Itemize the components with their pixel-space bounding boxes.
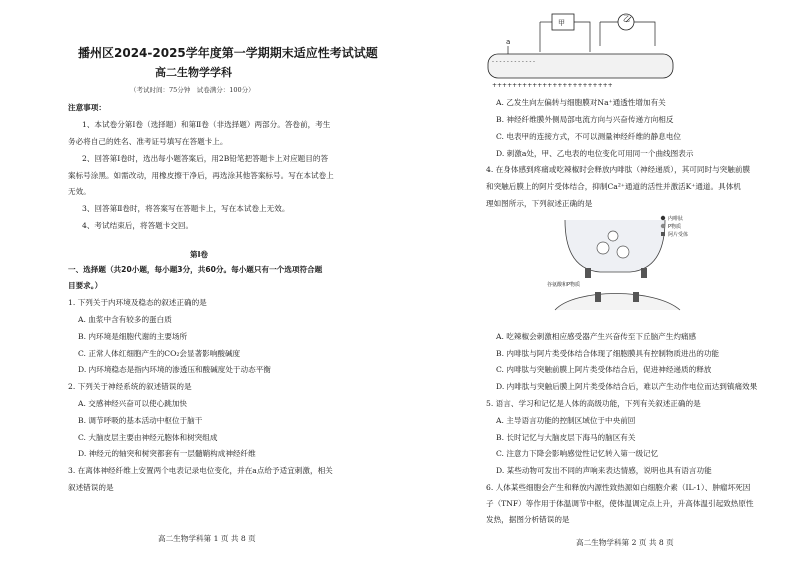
page-footer: 高二生物学科第 1 页 共 8 页 [158, 534, 256, 543]
q5-option: D. 某些动物可发出不同的声响来表达情感，说明也具有语言功能 [496, 466, 712, 475]
synapse-diagram [545, 210, 705, 322]
q4-stem: 理如图所示，下列叙述正确的是 [486, 199, 593, 208]
notice-line: 无效。 [68, 187, 91, 196]
notice-line: 务必将自己的姓名、准考证号填写在答题卡上。 [68, 137, 228, 146]
section-intro: 目要求。） [68, 281, 103, 290]
receptor-icon [595, 292, 601, 302]
q3-stem: 叙述错误的是 [68, 483, 114, 492]
q4-stem: 和突触后膜上的阿片受体结合，抑制Ca²⁺通道的活性并激活K⁺通道。具体机 [486, 182, 741, 191]
legend-endorphin: 内啡肽 [668, 216, 684, 222]
legend-receptor: 阿片受体 [668, 232, 689, 238]
minus-row-label: - - - - - - - - - - - - [492, 59, 536, 65]
q4-stem: 4. 在身体感到疼痛或吃辣椒时会释放内啡肽（神经递质），其可同时与突触前膜 [486, 165, 751, 174]
q5-option: B. 长时记忆与大脑皮层下海马的脑区有关 [496, 433, 636, 442]
q6-stem: 子（TNF）等作用于体温调节中枢，使体温调定点上升，升高体温引起致热原性 [486, 499, 754, 508]
q3-option: D. 刺激a处，甲、乙电表的电位变化可用同一个曲线图表示 [496, 149, 694, 158]
q1-option: D. 内环境稳态是指内环境的渗透压和酸碱度处于动态平衡 [78, 365, 271, 374]
q3-option: A. 乙发生向左偏转与细胞膜对Na⁺通透性增加有关 [496, 98, 666, 107]
q6-stem: 6. 人体某些细胞会产生和释放内源性致热源如白细胞介素（IL-1）、肿瘤坏死因 [486, 483, 751, 492]
notice-line: 4、考试结束后，将答题卡交回。 [82, 221, 194, 230]
meter-yi-label: 乙 [623, 15, 630, 23]
q6-stem: 发热，据图分析错误的是 [486, 515, 570, 524]
legend-endorphin-icon [661, 216, 665, 220]
figure-label: 谷氨酸和P物质 [547, 282, 581, 288]
q1-option: A. 血浆中含有较多的蛋白质 [78, 315, 172, 324]
section-intro: 一、选择题（共20小题，每小题3分，共60分。每小题只有一个选项符合题 [68, 265, 323, 274]
q4-option: C. 内啡肽与突触前膜上阿片类受体结合后，促进神经递质的释放 [496, 365, 712, 374]
vesicle-icon [608, 231, 618, 241]
receptor-icon [633, 292, 639, 302]
legend-p-substance-icon [661, 224, 665, 228]
q4-option: D. 内啡肽与突触后膜上阿片类受体结合后，难以产生动作电位而达到镇痛效果 [496, 382, 758, 391]
q2-option: C. 大脑皮层主要由神经元胞体和树突组成 [78, 433, 218, 442]
q5-stem: 5. 语言、学习和记忆是人体的高级功能，下列有关叙述正确的是 [486, 399, 701, 408]
q3-option: C. 电表甲的连接方式，不可以测量神经纤维的静息电位 [496, 132, 682, 141]
legend-receptor-icon [661, 232, 665, 236]
section-title: 第Ⅰ卷 [190, 250, 209, 259]
q2-option: D. 神经元的轴突和树突都套有一层髓鞘构成神经纤维 [78, 449, 256, 458]
q5-option: A. 主导语言功能的控制区域位于中央前回 [496, 416, 636, 425]
presynaptic-terminal [565, 220, 665, 272]
nerve-fiber [488, 54, 673, 78]
postsynaptic-membrane [555, 294, 680, 311]
q3-option: B. 神经纤维膜外侧局部电流方向与兴奋传递方向相反 [496, 115, 674, 124]
vesicle-icon [617, 246, 629, 258]
vesicle-icon [597, 242, 609, 254]
q2-option: B. 调节呼吸的基本活动中枢位于脑干 [78, 416, 203, 425]
point-a-label: a [506, 38, 511, 46]
right-page [400, 0, 800, 565]
notice-line: 3、回答第Ⅱ卷时，将答案写在答题卡上，写在本试卷上无效。 [82, 204, 290, 213]
notice-heading: 注意事项： [68, 103, 106, 112]
nerve-fiber-diagram [480, 6, 680, 90]
notice-line: 案标号涂黑。如需改动，用橡皮擦干净后，再选涂其他答案标号。写在本试卷上 [68, 171, 334, 180]
q4-option: B. 内啡肽与阿片类受体结合体现了细胞膜具有控制物质进出的功能 [496, 349, 720, 358]
channel-icon [585, 268, 591, 278]
q1-stem: 1. 下列关于内环境及稳态的叙述正确的是 [68, 298, 207, 307]
q4-option: A. 吃辣椒会刺激相应感受器产生兴奋传至下丘脑产生灼痛感 [496, 332, 697, 341]
channel-icon [641, 268, 647, 278]
notice-line: 1、本试卷分第Ⅰ卷（选择题）和第Ⅱ卷（非选择题）两部分。答卷前，考生 [82, 120, 331, 129]
plus-row-label: ++++++++++++++++++++++++ [492, 82, 613, 89]
q1-option: B. 内环境是细胞代谢的主要场所 [78, 332, 188, 341]
q2-stem: 2. 下列关于神经系统的叙述错误的是 [68, 382, 192, 391]
legend-p-substance: P物质 [668, 224, 682, 230]
exam-title: 播州区2024-2025学年度第一学期期末适应性考试试题 [78, 46, 378, 60]
exam-subtitle: 高二生物学学科 [155, 66, 232, 79]
q3-stem: 3. 在离体神经纤维上安置两个电表记录电位变化，并在a点给予适宜刺激，相关 [68, 466, 333, 475]
q5-option: C. 注意力下降会影响感觉性记忆转入第一级记忆 [496, 449, 659, 458]
notice-line: 2、回答第Ⅰ卷时，选出每小题答案后，用2B铅笔把答题卡上对应题目的答 [82, 154, 329, 163]
meter-jia-label: 甲 [558, 19, 565, 27]
q1-option: C. 正常人体红细胞产生的CO₂会显著影响酸碱度 [78, 349, 241, 358]
exam-info: （考试时间：75分钟 试卷满分：100分） [130, 86, 255, 94]
q2-option: A. 交感神经兴奋可以使心跳加快 [78, 399, 188, 408]
page-footer: 高二生物学科第 2 页 共 8 页 [576, 538, 674, 547]
